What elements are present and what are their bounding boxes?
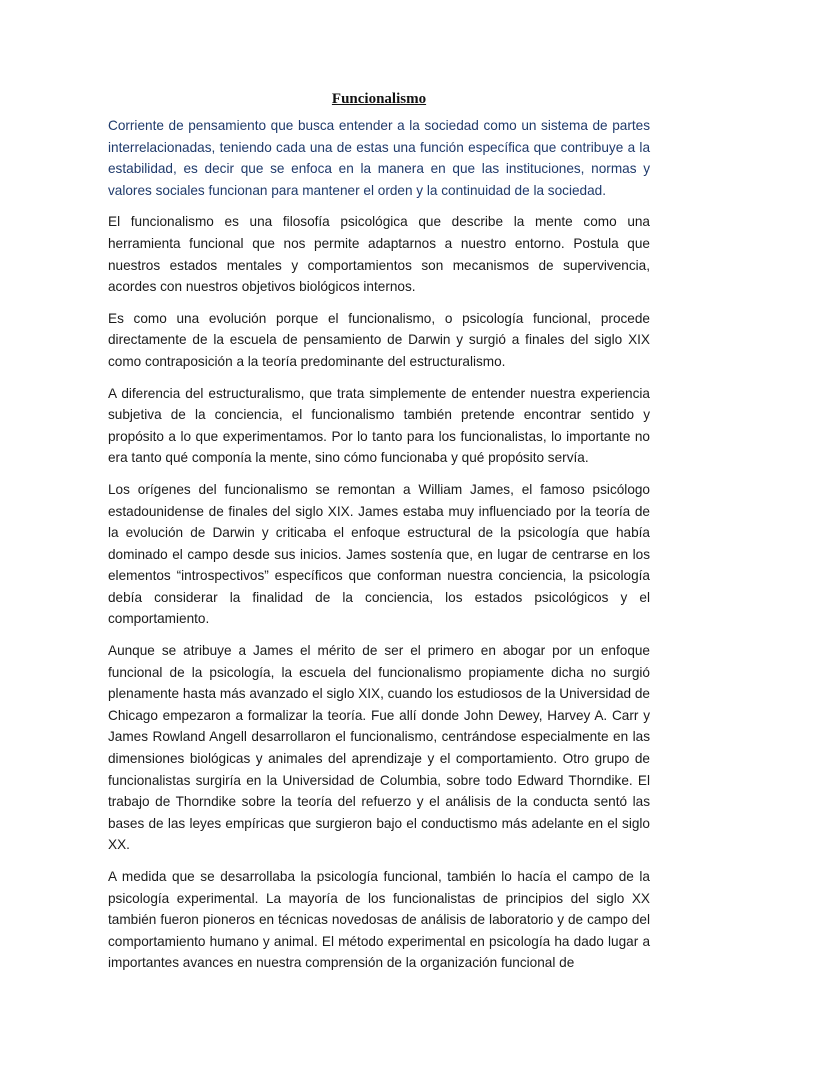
document-body: [108, 89, 650, 984]
paragraph-chicago-columbia: Aunque se atribuye a James el mérito de ser el primero en abogar por un enfoque funcional de la psicología, la escuela del funcionalismo propiamente dicha no surgió plenamente hasta más avanzado el siglo XIX, cuando los estudiosos de la Universidad de Chicago empezaron a formalizar la teoría. Fue allí donde John Dewey, Harvey A. Carr y James Rowland Angell desarrollaron el funcionalismo, centrándose especialmente en las dimensiones biológicas y animales del aprendizaje y el comportamiento. Otro grupo de funcionalistas surgiría en la Universidad de Columbia, sobre todo Edward Thorndike. El trabajo de Thorndike sobre la teoría del refuerzo y el análisis de la conducta sentó las bases de las leyes empíricas que surgieron bajo el conductismo más adelante en el siglo XX.: [108, 643, 650, 853]
paragraph-origins: Los orígenes del funcionalismo se remontan a William James, el famoso psicólogo estadounidense de finales del siglo XIX. James estaba muy influenciado por la teoría de la evolución de Darwin y criticaba el enfoque estructural de la psicología que había dominado el campo desde sus inicios. James sostenía que, en lugar de centrarse en los elementos “introspectivos” específicos que conforman nuestra conciencia, la psicología debía considerar la finalidad de la conciencia, los estados psicológicos y el comportamiento.: [108, 481, 650, 627]
paragraph-experimental: A medida que se desarrollaba la psicología funcional, también lo hacía el campo de la psicología experimental. La mayoría de los funcionalistas de principios del siglo XX también fueron pioneros en técnicas novedosas de análisis de laboratorio y de campo del comportamiento humano y animal. El método experimental en psicología ha dado lugar a importantes avances en nuestra comprensión de la organización funcional de: [108, 869, 650, 971]
paragraph-structuralism-contrast: A diferencia del estructuralismo, que trata simplemente de entender nuestra experiencia subjetiva de la conciencia, el funcionalismo también pretende encontrar sentido y propósito a lo que experimentamos. Por lo tanto para los funcionalistas, lo importante no era tanto qué componía la mente, sino cómo funcionaba y qué propósito servía.: [108, 385, 650, 466]
paragraph-definition: Corriente de pensamiento que busca entender a la sociedad como un sistema de partes interrelacionadas, teniendo cada una de estas una función específica que contribuye a la estabilidad, es decir que se enfoca en la manera en que las instituciones, normas y valores sociales funcionan para mantener el orden y la continuidad de la sociedad.: [108, 118, 650, 198]
paragraph-evolution: Es como una evolución porque el funcionalismo, o psicología funcional, procede directamente de la escuela de pensamiento de Darwin y surgió a finales del siglo XIX como contraposición a la teoría predominante del estructuralismo.: [108, 310, 650, 369]
paragraph-philosophy: El funcionalismo es una filosofía psicológica que describe la mente como una herramienta funcional que nos permite adaptarnos a nuestro entorno. Postula que nuestros estados mentales y comportamientos son mecanismos de supervivencia, acordes con nuestros objetivos biológicos internos.: [108, 214, 650, 295]
document-title: Funcionalismo: [331, 91, 427, 107]
